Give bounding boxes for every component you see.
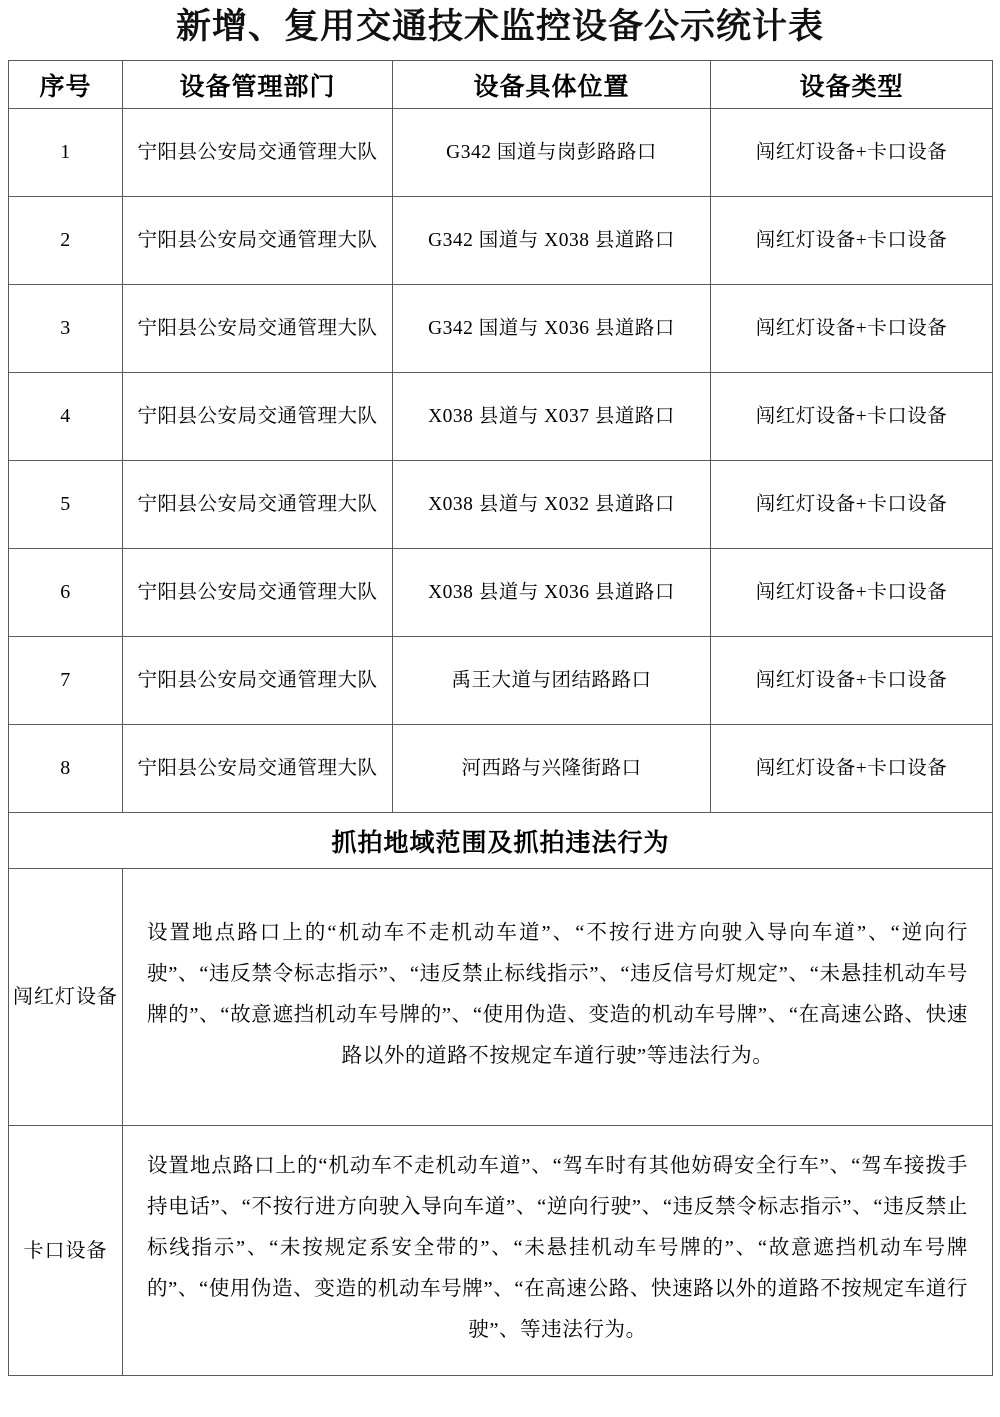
cell-type: 闯红灯设备+卡口设备 [711,373,993,461]
cell-department: 宁阳县公安局交通管理大队 [123,109,393,197]
cell-department: 宁阳县公安局交通管理大队 [123,725,393,813]
column-header-location: 设备具体位置 [393,61,711,109]
cell-department: 宁阳县公安局交通管理大队 [123,549,393,637]
cell-index: 4 [9,373,123,461]
table-row [9,637,993,725]
cell-type: 闯红灯设备+卡口设备 [711,461,993,549]
cell-department: 宁阳县公安局交通管理大队 [123,461,393,549]
page-title: 新增、复用交通技术监控设备公示统计表 [175,7,824,46]
table-row [9,461,993,549]
cell-location: G342 国道与 X038 县道路口 [393,197,711,285]
section-header-row [9,813,993,869]
cell-index: 8 [9,725,123,813]
behavior-label-checkpoint: 卡口设备 [9,1126,123,1376]
cell-type: 闯红灯设备+卡口设备 [711,725,993,813]
cell-department: 宁阳县公安局交通管理大队 [123,373,393,461]
equipment-statistics-table [8,60,993,1376]
table-row [9,285,993,373]
cell-index: 2 [9,197,123,285]
table-row [9,725,993,813]
cell-location: X038 县道与 X036 县道路口 [393,549,711,637]
cell-index: 1 [9,109,123,197]
cell-department: 宁阳县公安局交通管理大队 [123,637,393,725]
cell-type: 闯红灯设备+卡口设备 [711,549,993,637]
cell-location: 河西路与兴隆街路口 [393,725,711,813]
cell-index: 7 [9,637,123,725]
table-row [9,549,993,637]
cell-location: G342 国道与岗彭路路口 [393,109,711,197]
column-header-type: 设备类型 [711,61,993,109]
column-header-department: 设备管理部门 [123,61,393,109]
cell-location: G342 国道与 X036 县道路口 [393,285,711,373]
behavior-block-row [9,869,993,1126]
behavior-label-red-light: 闯红灯设备 [9,869,123,1126]
behavior-text-red-light: 设置地点路口上的“机动车不走机动车道”、“不按行进方向驶入导向车道”、“逆向行驶”、“违反禁令标志指示”、“违反禁止标线指示”、“违反信号灯规定”、“未悬挂机动车号牌的”、“故意遮挡机动车号牌的”、“使用伪造、变造的机动车号牌”、“在高速公路、快速路以外的道路不按规定车道行驶”等违法行为。 [123,869,993,1126]
cell-index: 5 [9,461,123,549]
cell-location: X038 县道与 X032 县道路口 [393,461,711,549]
table-header-row [9,61,993,109]
cell-department: 宁阳县公安局交通管理大队 [123,197,393,285]
table-row [9,197,993,285]
cell-type: 闯红灯设备+卡口设备 [711,197,993,285]
cell-type: 闯红灯设备+卡口设备 [711,109,993,197]
cell-department: 宁阳县公安局交通管理大队 [123,285,393,373]
table-row [9,373,993,461]
cell-location: 禹王大道与团结路路口 [393,637,711,725]
behavior-text-checkpoint: 设置地点路口上的“机动车不走机动车道”、“驾车时有其他妨碍安全行车”、“驾车接拨手持电话”、“不按行进方向驶入导向车道”、“逆向行驶”、“违反禁令标志指示”、“违反禁止标线指示”、“未按规定系安全带的”、“未悬挂机动车号牌的”、“故意遮挡机动车号牌的”、“使用伪造、变造的机动车号牌”、“在高速公路、快速路以外的道路不按规定车道行驶”、等违法行为。 [123,1126,993,1376]
table-row [9,109,993,197]
cell-index: 6 [9,549,123,637]
cell-type: 闯红灯设备+卡口设备 [711,637,993,725]
column-header-index: 序号 [9,61,123,109]
cell-index: 3 [9,285,123,373]
cell-location: X038 县道与 X037 县道路口 [393,373,711,461]
section-header-capture-scope: 抓拍地域范围及抓拍违法行为 [9,813,993,869]
behavior-block-row [9,1126,993,1376]
cell-type: 闯红灯设备+卡口设备 [711,285,993,373]
